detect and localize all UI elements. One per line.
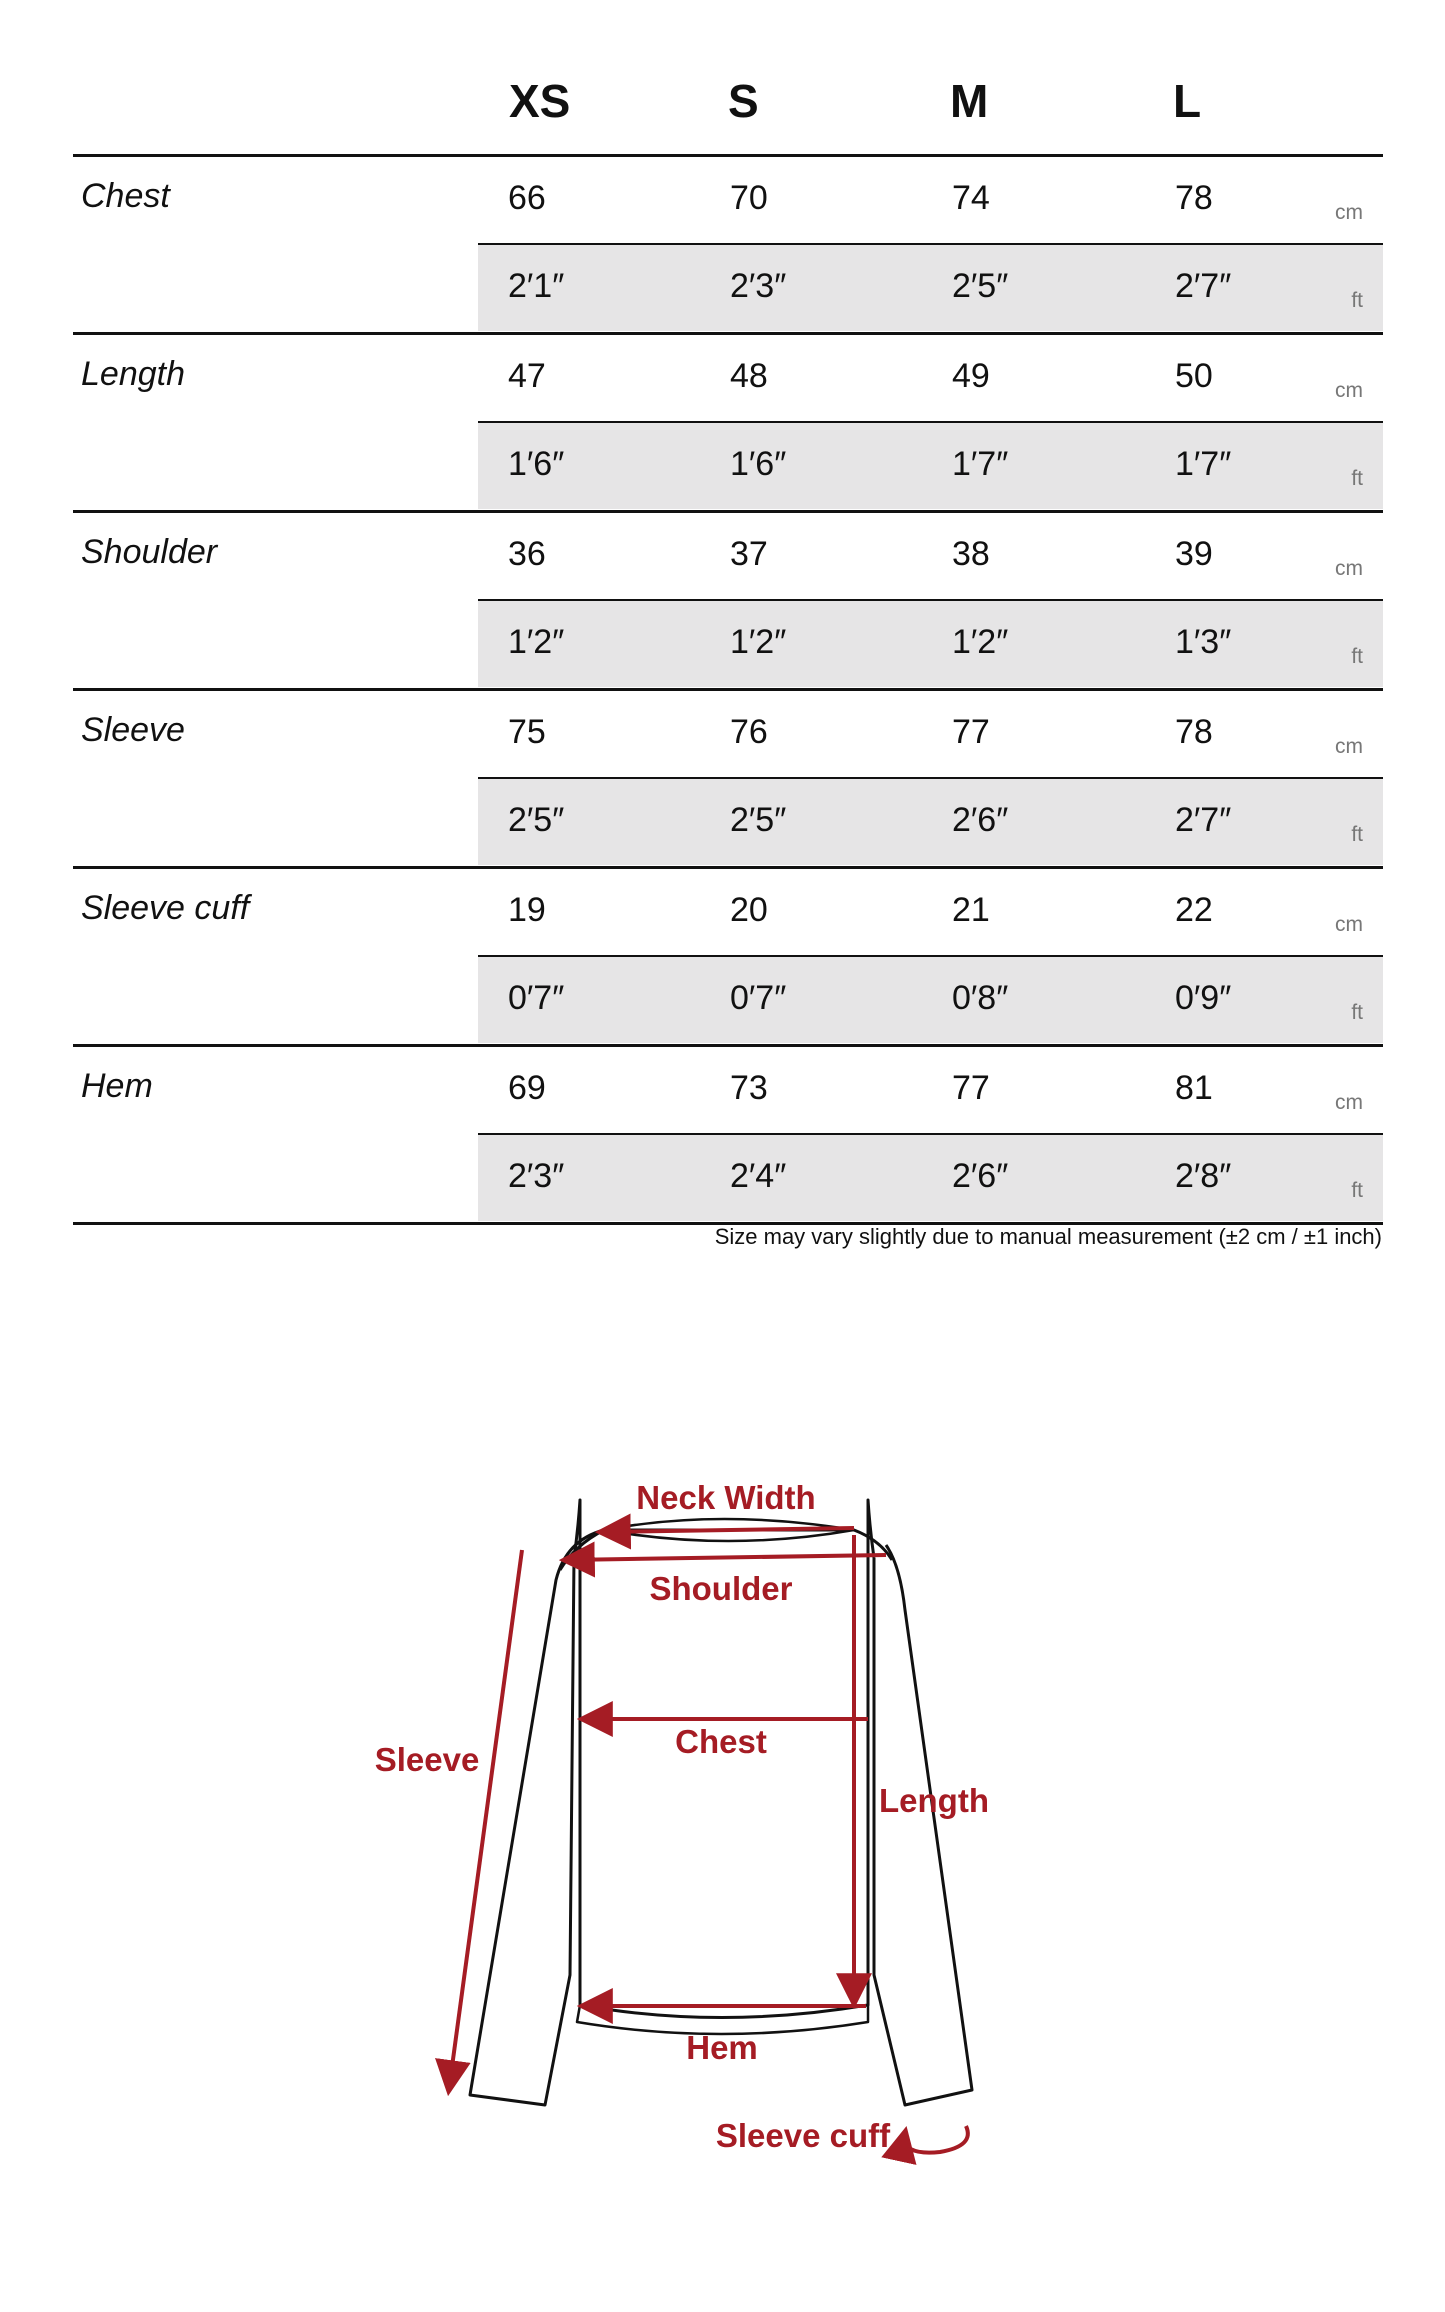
size-chart-table — [73, 60, 1383, 1225]
cm-value: 76 — [730, 713, 768, 751]
measure-label: Hem — [81, 1067, 153, 1105]
unit-label-ft: ft — [1351, 467, 1363, 490]
left-sleeve — [470, 1530, 604, 2105]
cm-value: 50 — [1175, 357, 1213, 395]
ft-value: 0′8″ — [952, 979, 1009, 1017]
ft-row — [478, 957, 1383, 1043]
neck-width-label: Neck Width — [636, 1479, 816, 1516]
cm-value: 73 — [730, 1069, 768, 1107]
cm-value: 78 — [1175, 713, 1213, 751]
ft-value: 2′5″ — [730, 801, 787, 839]
unit-label-ft: ft — [1351, 1001, 1363, 1024]
sweater-shoulder-line — [560, 1530, 892, 1570]
cm-value: 39 — [1175, 535, 1213, 573]
ft-row — [478, 423, 1383, 509]
hem-band — [577, 2005, 868, 2034]
unit-label-cm: cm — [1335, 557, 1363, 580]
cm-value: 69 — [508, 1069, 546, 1107]
cm-value: 78 — [1175, 179, 1213, 217]
unit-label-ft: ft — [1351, 1179, 1363, 1202]
ft-value: 2′6″ — [952, 1157, 1009, 1195]
ft-value: 1′7″ — [952, 445, 1009, 483]
ft-row — [478, 779, 1383, 865]
ft-value: 2′3″ — [730, 267, 787, 305]
cm-value: 49 — [952, 357, 990, 395]
length-label: Length — [879, 1782, 989, 1819]
ft-row — [478, 601, 1383, 687]
ft-value: 1′6″ — [730, 445, 787, 483]
ft-value: 2′8″ — [1175, 1157, 1232, 1195]
cm-value: 77 — [952, 1069, 990, 1107]
measure-group-shoulder — [73, 513, 1383, 688]
measure-label: Length — [81, 355, 185, 393]
ft-value: 2′6″ — [952, 801, 1009, 839]
cm-row — [478, 335, 1383, 421]
cm-value: 38 — [952, 535, 990, 573]
unit-label-cm: cm — [1335, 201, 1363, 224]
shoulder-label: Shoulder — [649, 1570, 793, 1607]
cm-value: 36 — [508, 535, 546, 573]
sleeve-arrow — [449, 1550, 522, 2089]
ft-row — [478, 245, 1383, 331]
chest-label: Chest — [675, 1723, 767, 1760]
ft-value: 1′3″ — [1175, 623, 1232, 661]
measure-group-sleeve-cuff — [73, 869, 1383, 1044]
ft-row — [478, 1135, 1383, 1221]
unit-label-ft: ft — [1351, 645, 1363, 668]
cm-value: 37 — [730, 535, 768, 573]
cm-value: 70 — [730, 179, 768, 217]
cm-value: 77 — [952, 713, 990, 751]
neckline — [604, 1519, 854, 1541]
hem-label: Hem — [686, 2029, 758, 2066]
ft-value: 0′7″ — [730, 979, 787, 1017]
cm-value: 48 — [730, 357, 768, 395]
cm-row — [478, 513, 1383, 599]
ft-value: 1′2″ — [730, 623, 787, 661]
cm-value: 21 — [952, 891, 990, 929]
size-heading-m: M — [950, 75, 989, 127]
measure-group-sleeve — [73, 691, 1383, 866]
neck-width-arrow — [602, 1528, 854, 1532]
measurement-note: Size may vary slightly due to manual measurement (±2 cm / ±1 inch) — [714, 1224, 1382, 1249]
unit-label-ft: ft — [1351, 823, 1363, 846]
unit-label-cm: cm — [1335, 379, 1363, 402]
sleeve-cuff-label: Sleeve cuff — [715, 2117, 891, 2154]
measure-label: Sleeve — [81, 711, 185, 749]
measure-group-hem — [73, 1047, 1383, 1222]
measure-group-chest — [73, 157, 1383, 332]
sweater-outline — [470, 1500, 972, 2105]
ft-value: 2′1″ — [508, 267, 565, 305]
measure-label: Shoulder — [81, 533, 218, 571]
size-header-row — [73, 60, 1383, 154]
ft-value: 0′9″ — [1175, 979, 1232, 1017]
ft-value: 1′6″ — [508, 445, 565, 483]
size-heading-l: L — [1173, 75, 1202, 127]
cm-value: 66 — [508, 179, 546, 217]
measure-group-length — [73, 335, 1383, 510]
cm-value: 47 — [508, 357, 546, 395]
measure-label: Sleeve cuff — [81, 889, 250, 927]
cm-row — [478, 157, 1383, 243]
ft-value: 1′2″ — [952, 623, 1009, 661]
right-sleeve — [874, 1545, 972, 2105]
cm-value: 22 — [1175, 891, 1213, 929]
cm-value: 19 — [508, 891, 546, 929]
unit-label-cm: cm — [1335, 735, 1363, 758]
sleeve-label: Sleeve — [374, 1741, 480, 1778]
ft-value: 2′7″ — [1175, 267, 1232, 305]
size-heading-s: S — [728, 75, 759, 127]
measure-label: Chest — [81, 177, 170, 215]
measurement-labels — [375, 1479, 989, 2154]
cm-value: 75 — [508, 713, 546, 751]
ft-value: 2′3″ — [508, 1157, 565, 1195]
ft-value: 1′2″ — [508, 623, 565, 661]
unit-label-cm: cm — [1335, 1091, 1363, 1114]
cm-row — [478, 691, 1383, 777]
ft-value: 0′7″ — [508, 979, 565, 1017]
measurement-arrows — [449, 1528, 968, 2153]
unit-label-cm: cm — [1335, 913, 1363, 936]
ft-value: 2′5″ — [952, 267, 1009, 305]
ft-value: 2′5″ — [508, 801, 565, 839]
ft-value: 2′4″ — [730, 1157, 787, 1195]
cm-row — [478, 869, 1383, 955]
ft-value: 2′7″ — [1175, 801, 1232, 839]
cm-value: 74 — [952, 179, 990, 217]
sleeve-cuff-arrow — [904, 2126, 967, 2153]
cm-row — [478, 1047, 1383, 1133]
size-heading-xs: XS — [509, 75, 571, 127]
unit-label-ft: ft — [1351, 289, 1363, 312]
cm-value: 81 — [1175, 1069, 1213, 1107]
shoulder-arrow — [566, 1555, 886, 1560]
cm-value: 20 — [730, 891, 768, 929]
sweater-body — [574, 1500, 874, 2018]
ft-value: 1′7″ — [1175, 445, 1232, 483]
